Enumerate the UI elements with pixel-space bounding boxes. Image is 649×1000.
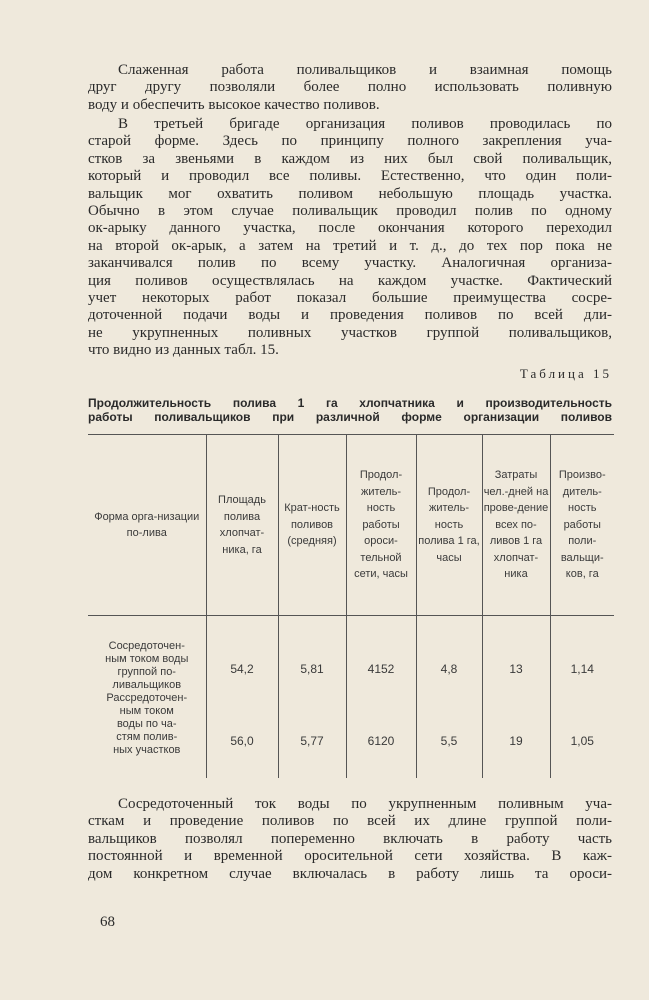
column-header: Затраты чел.-дней на прове-дение всех по-ливов 1 га хлопчат-ника [482, 435, 550, 616]
column-header: Площадь полива хлопчат-ника, га [206, 435, 278, 616]
caption-line: Продолжительность полива 1 га хлопчатника и производительность [88, 396, 612, 410]
text-line: Слаженная работа поливальщиков и взаимная помощь [118, 62, 612, 78]
text-line: Сосредоточенный ток воды по укрупненным поливным уча- [118, 796, 612, 812]
text-line: друг другу позволяли более полно использовать поливную [88, 79, 612, 96]
column-header: Продол-житель-ность полива 1 га, часы [416, 435, 482, 616]
text-line: стков за звеньями в каждом из них был свой поливальщик, [88, 150, 612, 167]
paragraph-1 [88, 62, 612, 114]
form-text: воды по ча- [116, 718, 177, 730]
value-cell: 4152 6120 [346, 616, 416, 779]
value-cell: 54,2 56,0 [206, 616, 278, 779]
form-text: Сосредоточен- [108, 640, 185, 652]
form-text: стям полив- [116, 731, 178, 743]
text-line: который и проводил все поливы. Естественно, что один поли- [88, 168, 612, 185]
column-header: Крат-ность поливов (средняя) [278, 435, 346, 616]
text-line: вальщик мог охватить поливом небольшую площадь участка. [88, 185, 612, 202]
value-cell: 4,8 5,5 [416, 616, 482, 779]
text-line: не укрупненных поливных участков группой поливальщиков, [88, 324, 612, 341]
text-line: старой форме. Здесь по принципу полного закрепления уча- [88, 133, 612, 150]
paragraph-3 [88, 796, 612, 883]
text-line: на второй ок-арык, а затем на третий и т. д., до тех пор пока не [88, 237, 612, 254]
value-cell: 13 19 [482, 616, 550, 779]
table-label: Таблица 15 [519, 366, 612, 381]
column-header: Форма орга-низации по-лива [88, 435, 206, 616]
text-line: В третьей бригаде организация поливов проводилась по [118, 116, 612, 132]
form-text: ных участков [113, 744, 181, 756]
value-cell: 1,14 1,05 [570, 662, 594, 748]
text-line: сткам и проведение поливов по всей их длине группой поли- [88, 813, 612, 830]
text-line: ция поливов осуществлялась на каждом участке. Фактический [88, 272, 612, 289]
text-line: постоянной и временной оросительной сети хозяйства. В каж- [88, 848, 612, 865]
data-table [88, 434, 614, 778]
text-line: заканчивался полив по всему участку. Аналогичная организа- [88, 255, 612, 272]
form-text: ным током [119, 705, 174, 717]
text-line: ок-арыку данного участка, после окончания которого переходил [88, 220, 612, 237]
text-line: дом конкретном случае включалась в работу лишь та ороси- [88, 865, 612, 882]
text-line: воду и обеспечить высокое качество поливов. [88, 96, 380, 113]
page-number: 68 [100, 914, 115, 930]
paragraph-2 [88, 116, 612, 360]
text-line: Обычно в этом случае поливальщик проводил полив по одному [88, 203, 612, 220]
column-header: Продол-житель-ность работы ороси-тельной сети, часы [346, 435, 416, 616]
form-text: Рассредоточен- [106, 692, 188, 704]
text-line: вальщиков позволял попеременно включать в работу часть [88, 830, 612, 847]
table-row [88, 616, 614, 779]
form-text: группой по- [117, 666, 176, 678]
form-text: ным током воды [105, 653, 189, 665]
form-cell [88, 616, 206, 779]
column-header: Произво-дитель-ность работы поли-вальщи-ков, га [550, 435, 614, 616]
text-line: учет некоторых работ показал большие преимущества сосре- [88, 290, 612, 307]
text-line: что видно из данных табл. 15. [88, 342, 279, 359]
table-caption [88, 396, 612, 424]
value-cell: 5,81 5,77 [278, 616, 346, 779]
text-line: доточенной подачи воды и проведения поливов по всей дли- [88, 307, 612, 324]
form-text: ливальщиков [112, 679, 182, 691]
table-header-row [88, 435, 614, 616]
caption-line: работы поливальщиков при различной форме организации поливов [88, 410, 612, 424]
